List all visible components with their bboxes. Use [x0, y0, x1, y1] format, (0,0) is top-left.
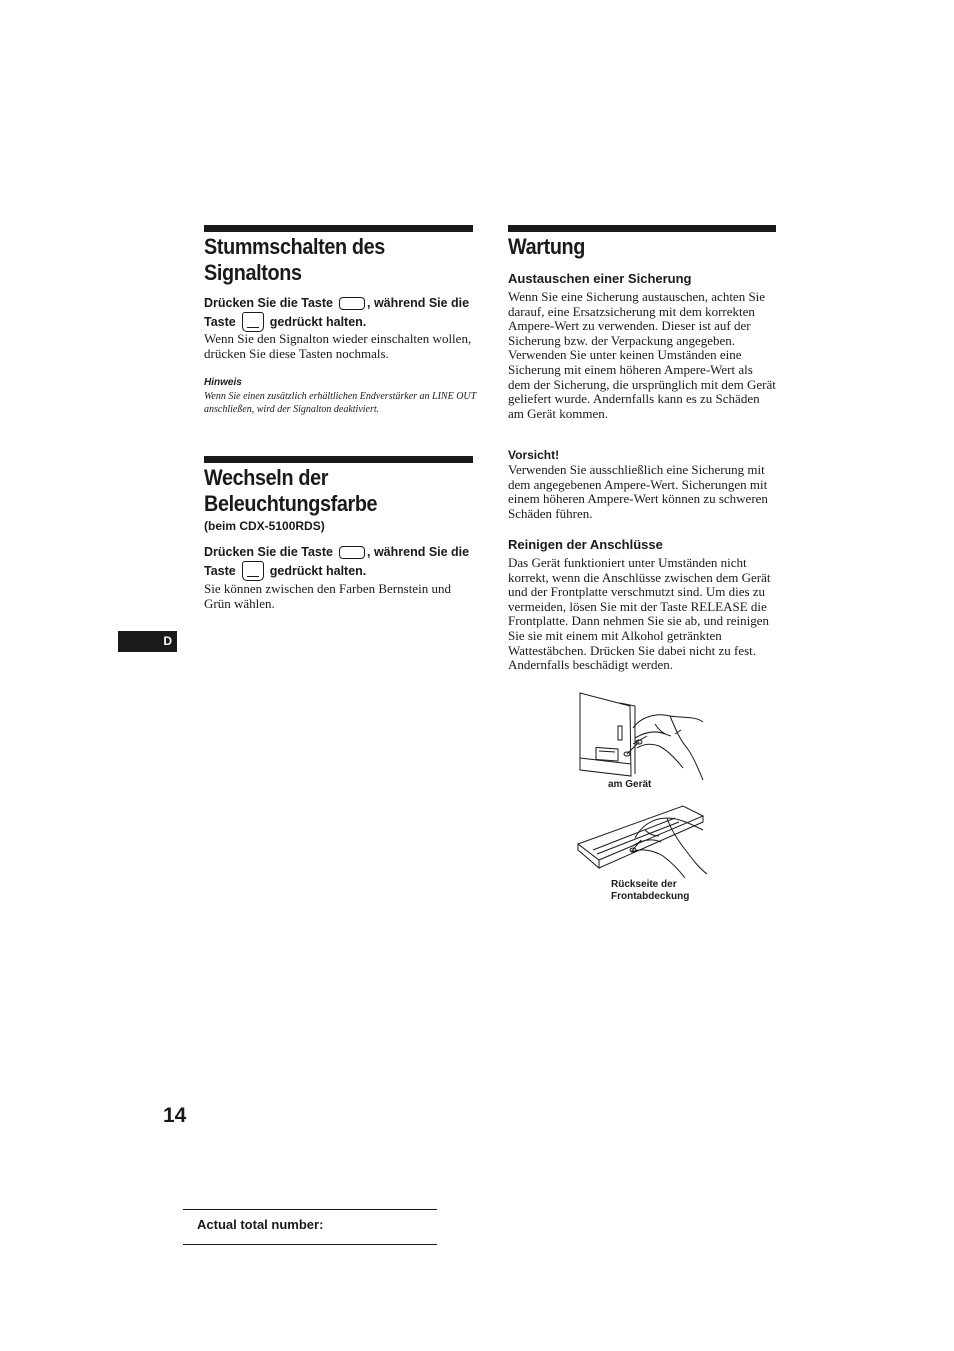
footer-top-line: [183, 1209, 437, 1210]
instruction-text: , während Sie die Taste: [204, 296, 470, 329]
caption-front-panel-line2: Frontabdeckung: [611, 891, 690, 902]
instruction-mute: [204, 295, 476, 332]
instruction-text: Drücken Sie die Taste: [204, 545, 333, 559]
caution-body-text: Verwenden Sie ausschließlich eine Sicherung mit dem angegebenen Ampere-Wert. Sicherungen mit einem höheren Ampere-Wert können zu schweren Schäden führen.: [508, 462, 768, 521]
fuse-heading: Austauschen einer Sicherung: [508, 271, 692, 286]
note-label: Hinweis: [204, 377, 242, 388]
button-key-icon: [242, 561, 264, 581]
section-title-mute: Stummschalten des Signaltons: [204, 234, 385, 285]
unit-cleaning-illustration: [575, 688, 710, 784]
section-title-maintenance: Wartung: [508, 234, 586, 259]
instruction-illumination: [204, 544, 476, 581]
section-rule: [204, 456, 473, 463]
caption-front-panel-line1: Rückseite der: [611, 879, 677, 890]
actual-total-label: Actual total number:: [197, 1217, 324, 1232]
section-title-illumination: Wechseln der Beleuchtungsfarbe: [204, 465, 378, 516]
section-rule: [204, 225, 473, 232]
button-key-icon: [242, 312, 264, 332]
instruction-text: gedrückt halten.: [269, 314, 367, 329]
mute-body-text: Wenn Sie den Signalton wieder einschalten wollen, drücken Sie diese Tasten nochmals.: [204, 331, 472, 361]
caution-label: Vorsicht!: [508, 448, 560, 462]
cleaning-body-text: Das Gerät funktioniert unter Umständen nicht korrekt, wenn die Anschlüsse zwischen dem Gerät und der Frontplatte verschmutzt sind. Um dies zu vermeiden, lösen Sie mit der Taste RELEASE die Frontplatte. Dann nehmen Sie sie ab, und reinigen Sie sie mit einem mit Alkohol getränkten Wattestäbchen. Drücken Sie dabei nicht zu fest. Andernfalls beschädigt werden.: [508, 555, 771, 673]
model-subtitle: (beim CDX-5100RDS): [204, 519, 325, 533]
button-key-icon: [339, 297, 365, 310]
illumination-body-text: Sie können zwischen den Farben Bernstein und Grün wählen.: [204, 581, 451, 611]
note-text: Wenn Sie einen zusätzlich erhältlichen Endverstärker an LINE OUT anschließen, wird der Signalton deaktiviert.: [204, 391, 477, 415]
button-key-icon: [339, 546, 365, 559]
fuse-body-text: Wenn Sie eine Sicherung austauschen, achten Sie darauf, eine Ersatzsicherung mit dem korrekten Ampere-Wert zu verwenden. Dieser ist auf der Sicherung bzw. der Verpackung angegeben. Verwenden Sie unter keinen Umständen eine Sicherung mit einem höheren Ampere-Wert als dem der Sicherung, die ursprünglich mit dem Gerät geliefert wurde. Andernfalls kann es zu Schäden am Gerät kommen.: [508, 289, 776, 421]
caption-unit: am Gerät: [608, 779, 652, 790]
language-tab: D: [118, 631, 177, 652]
instruction-text: , während Sie die Taste: [204, 545, 470, 578]
cleaning-heading: Reinigen der Anschlüsse: [508, 537, 663, 552]
page-number: 14: [163, 1104, 187, 1127]
instruction-text: gedrückt halten.: [269, 563, 367, 578]
instruction-text: Drücken Sie die Taste: [204, 296, 333, 310]
front-panel-cleaning-illustration: [575, 800, 710, 882]
footer-bottom-line: [183, 1244, 437, 1245]
section-rule: [508, 225, 776, 232]
